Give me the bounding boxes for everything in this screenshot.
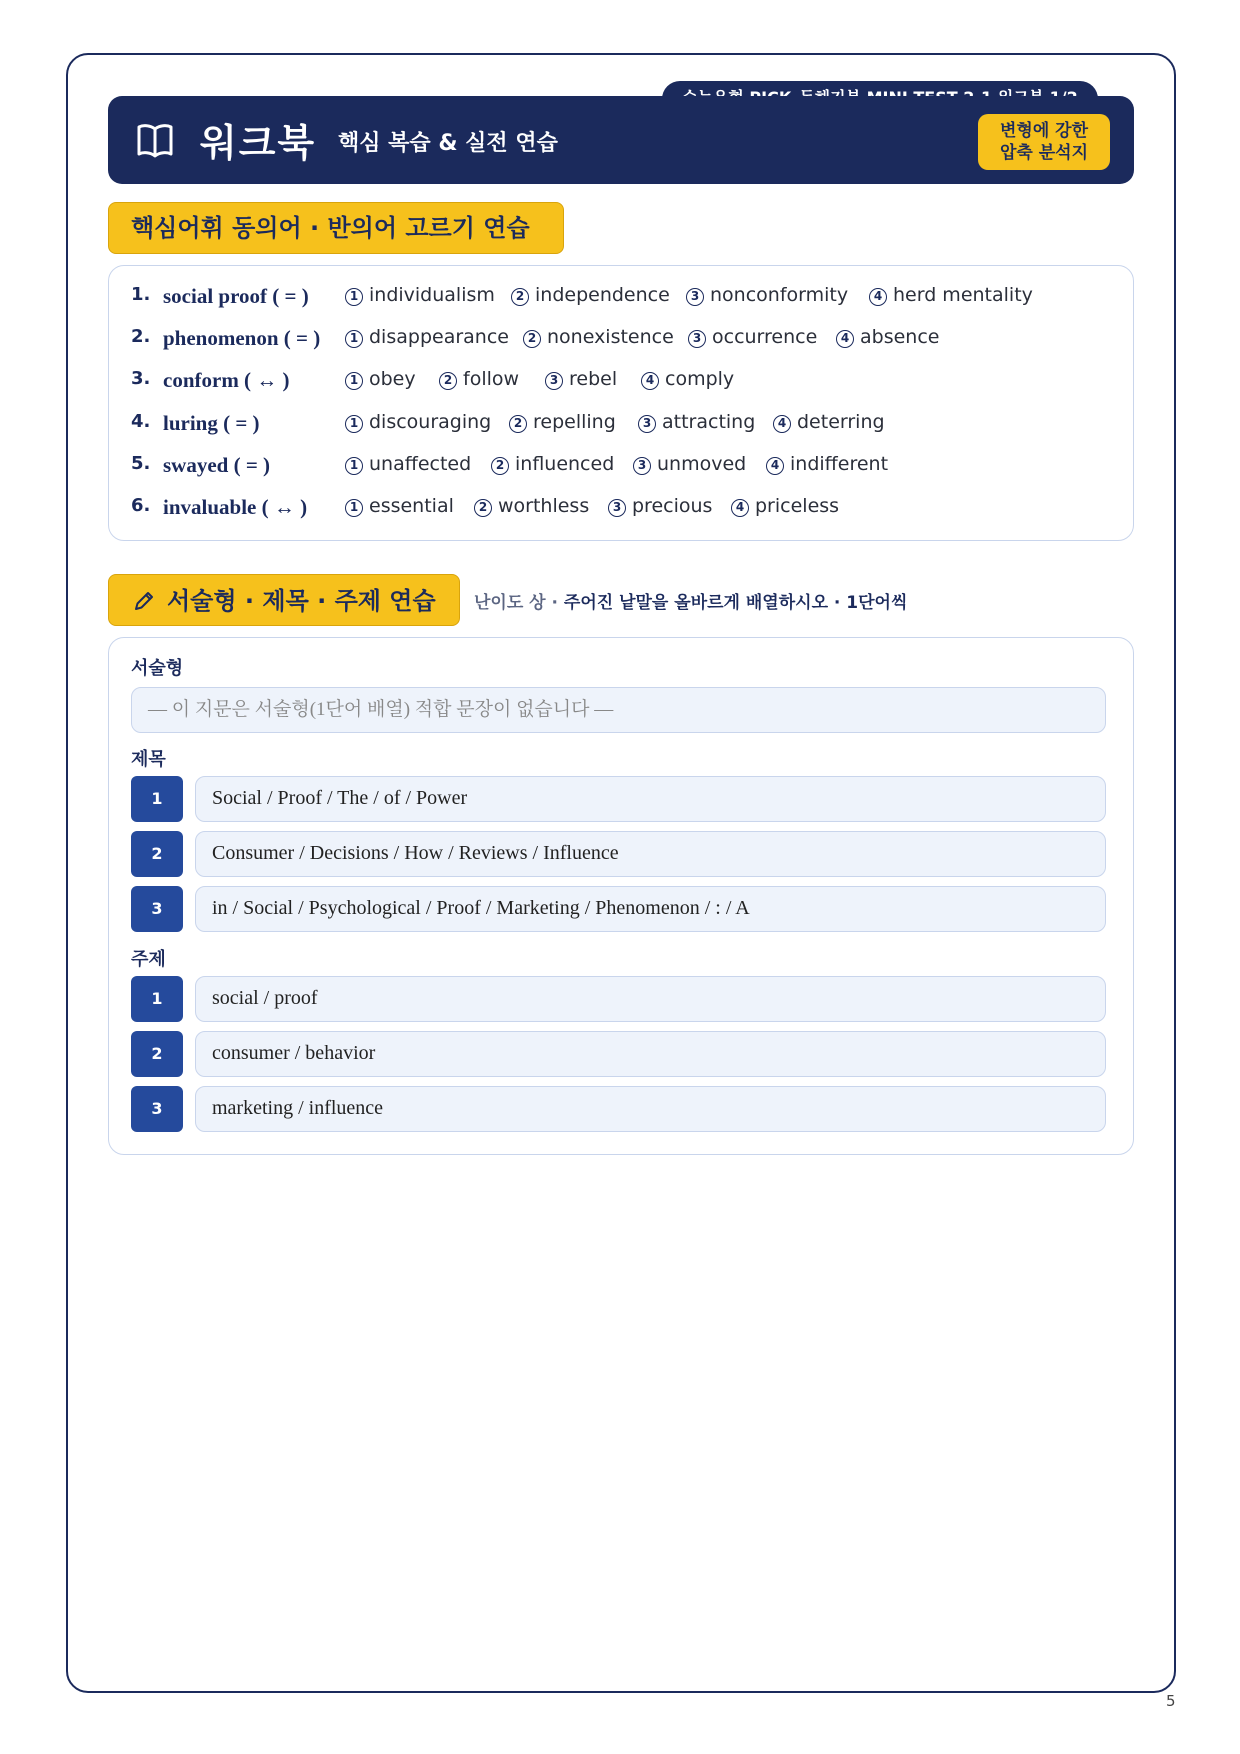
topic-answer-box: social / proof xyxy=(195,976,1106,1022)
vocab-option xyxy=(345,495,454,517)
vocab-option xyxy=(511,284,670,306)
option-number-mark: 3 xyxy=(633,457,651,475)
vocab-option-text: unaffected xyxy=(369,453,472,475)
option-number-mark: 4 xyxy=(641,372,659,390)
vocab-option xyxy=(836,326,939,348)
vocab-option-text: independence xyxy=(535,284,670,306)
vocab-option xyxy=(345,453,471,475)
option-number-mark: 2 xyxy=(474,499,492,517)
vocab-item xyxy=(109,284,1133,314)
option-number-mark: 2 xyxy=(439,372,457,390)
option-number-mark: 1 xyxy=(345,499,363,517)
title-number-badge: 2 xyxy=(131,831,183,877)
page-number: 5 xyxy=(1166,1692,1176,1710)
option-number-mark: 1 xyxy=(345,288,363,306)
vocab-option-text: rebel xyxy=(569,368,618,390)
vocab-option-text: nonexistence xyxy=(547,326,674,348)
option-number-mark: 2 xyxy=(523,330,541,348)
vocab-item-word: luring ( = ) xyxy=(163,411,260,435)
vocab-option-text: essential xyxy=(369,495,454,517)
header-badge xyxy=(978,114,1110,170)
option-number-mark: 2 xyxy=(491,457,509,475)
vocab-option-text: unmoved xyxy=(657,453,747,475)
section-note xyxy=(474,588,907,613)
vocab-item-word: social proof ( = ) xyxy=(163,284,309,308)
option-number-mark: 3 xyxy=(638,415,656,433)
vocab-option-text: nonconformity xyxy=(710,284,849,306)
vocab-option xyxy=(509,411,616,433)
topic-number-badge: 2 xyxy=(131,1031,183,1077)
vocab-item-word: conform ( ↔ ) xyxy=(163,368,290,392)
writing-panel xyxy=(108,637,1134,1155)
vocab-item-word: invaluable ( ↔ ) xyxy=(163,495,308,519)
option-number-mark: 3 xyxy=(545,372,563,390)
vocab-option-text: comply xyxy=(665,368,735,390)
vocab-option-text: disappearance xyxy=(369,326,509,348)
vocab-option-text: repelling xyxy=(533,411,616,433)
vocab-option xyxy=(523,326,674,348)
vocab-option-text: occurrence xyxy=(712,326,818,348)
option-number-mark: 4 xyxy=(773,415,791,433)
topic-label: 주제 xyxy=(131,949,166,970)
vocab-option-text: follow xyxy=(463,368,520,390)
topic-answer-box: consumer / behavior xyxy=(195,1031,1106,1077)
vocab-item xyxy=(109,326,1133,356)
vocab-item-number: 4. xyxy=(131,411,151,432)
vocab-option xyxy=(491,453,614,475)
essay-label: 서술형 xyxy=(131,658,184,679)
badge-line-2: 압축 분석지 xyxy=(999,143,1089,163)
title-answer-box: Social / Proof / The / of / Power xyxy=(195,776,1106,822)
vocab-option-text: obey xyxy=(369,368,416,390)
page-title: 워크북 xyxy=(200,121,317,165)
vocab-item-number: 6. xyxy=(131,495,151,516)
vocab-item-word: swayed ( = ) xyxy=(163,453,271,477)
page-subtitle: 핵심 복습 & 실전 연습 xyxy=(338,131,558,156)
vocab-item-number: 1. xyxy=(131,284,151,305)
vocab-option xyxy=(686,284,848,306)
option-number-mark: 1 xyxy=(345,372,363,390)
vocab-option-text: worthless xyxy=(498,495,590,517)
title-number-badge: 3 xyxy=(131,886,183,932)
vocab-option-text: herd mentality xyxy=(893,284,1033,306)
vocab-option-text: influenced xyxy=(515,453,615,475)
vocab-option xyxy=(633,453,746,475)
vocab-item xyxy=(109,411,1133,441)
essay-empty-box: — 이 지문은 서술형(1단어 배열) 적합 문장이 없습니다 — xyxy=(131,687,1106,733)
pencil-icon xyxy=(133,590,155,612)
vocab-option xyxy=(638,411,755,433)
vocab-option-text: discouraging xyxy=(369,411,492,433)
option-number-mark: 4 xyxy=(731,499,749,517)
difficulty-note: 난이도 상 · xyxy=(474,593,564,613)
vocab-option xyxy=(688,326,817,348)
vocab-section-title: 핵심어휘 동의어 · 반의어 고르기 연습 xyxy=(108,202,564,254)
title-answer-box: in / Social / Psychological / Proof / Marketing / Phenomenon / : / A xyxy=(195,886,1106,932)
option-number-mark: 1 xyxy=(345,330,363,348)
vocab-option-text: attracting xyxy=(662,411,756,433)
vocab-item xyxy=(109,495,1133,525)
vocab-option xyxy=(345,326,509,348)
option-number-mark: 4 xyxy=(836,330,854,348)
option-number-mark: 1 xyxy=(345,415,363,433)
vocab-option-text: priceless xyxy=(755,495,840,517)
vocab-item-number: 3. xyxy=(131,368,151,389)
option-number-mark: 1 xyxy=(345,457,363,475)
option-number-mark: 2 xyxy=(509,415,527,433)
badge-line-1: 변형에 강한 xyxy=(999,121,1089,141)
option-number-mark: 4 xyxy=(869,288,887,306)
vocab-item xyxy=(109,453,1133,483)
vocab-item xyxy=(109,368,1133,398)
vocab-option-text: deterring xyxy=(797,411,885,433)
title-answer-box: Consumer / Decisions / How / Reviews / Influence xyxy=(195,831,1106,877)
option-number-mark: 3 xyxy=(686,288,704,306)
title-number-badge: 1 xyxy=(131,776,183,822)
topic-number-badge: 1 xyxy=(131,976,183,1022)
vocab-option xyxy=(773,411,885,433)
vocab-option xyxy=(439,368,519,390)
vocab-option xyxy=(345,411,491,433)
vocab-option xyxy=(731,495,839,517)
vocab-option-text: individualism xyxy=(369,284,495,306)
title-label: 제목 xyxy=(131,749,166,770)
open-book-icon xyxy=(136,122,174,158)
vocab-option xyxy=(545,368,617,390)
option-number-mark: 4 xyxy=(766,457,784,475)
option-number-mark: 2 xyxy=(511,288,529,306)
option-number-mark: 3 xyxy=(608,499,626,517)
vocab-option-text: indifferent xyxy=(790,453,889,475)
writing-section-title xyxy=(108,574,460,626)
vocab-option xyxy=(641,368,734,390)
vocab-option xyxy=(474,495,589,517)
vocab-option xyxy=(345,284,495,306)
vocab-option xyxy=(345,368,416,390)
vocab-option-text: absence xyxy=(860,326,940,348)
instruction-note: 주어진 낱말을 올바르게 배열하시오 · 1단어씩 xyxy=(563,593,908,613)
vocab-option xyxy=(766,453,888,475)
option-number-mark: 3 xyxy=(688,330,706,348)
vocab-item-word: phenomenon ( = ) xyxy=(163,326,321,350)
topic-answer-box: marketing / influence xyxy=(195,1086,1106,1132)
header-banner xyxy=(108,96,1134,184)
vocab-item-number: 2. xyxy=(131,326,151,347)
vocab-option-text: precious xyxy=(632,495,713,517)
writing-section-title-text: 서술형 · 제목 · 주제 연습 xyxy=(167,587,436,615)
vocab-option xyxy=(869,284,1033,306)
topic-number-badge: 3 xyxy=(131,1086,183,1132)
vocab-option xyxy=(608,495,712,517)
vocab-panel xyxy=(108,265,1134,541)
vocab-item-number: 5. xyxy=(131,453,151,474)
